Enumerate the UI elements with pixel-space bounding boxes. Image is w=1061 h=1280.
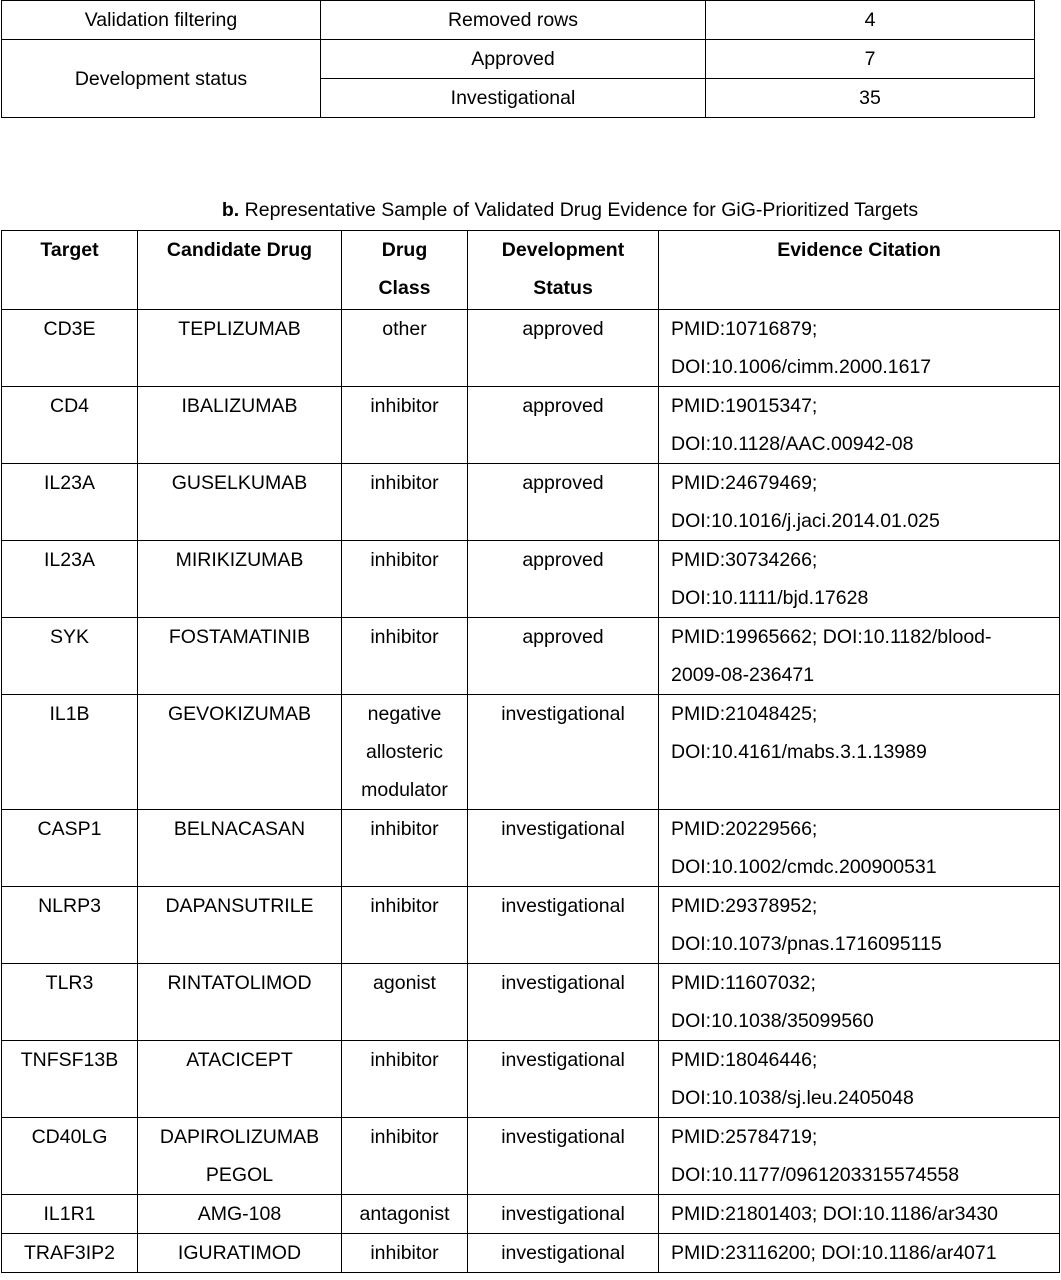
cell-candidate-drug: DAPANSUTRILE: [138, 887, 342, 964]
cell-development-status: investigational: [468, 1118, 659, 1195]
cell-target: TLR3: [2, 964, 138, 1041]
cell-development-status: approved: [468, 387, 659, 464]
cell-candidate-drug: GEVOKIZUMAB: [138, 695, 342, 810]
table-row: [2, 387, 1060, 464]
table-caption: [0, 198, 1061, 222]
table-row: [2, 695, 1060, 810]
cell-candidate-drug: FOSTAMATINIB: [138, 618, 342, 695]
table-row: [2, 1041, 1060, 1118]
cell-candidate-drug: RINTATOLIMOD: [138, 964, 342, 1041]
table-row: [2, 964, 1060, 1041]
cell-drug-class: inhibitor: [342, 1234, 468, 1273]
cell-drug-class: inhibitor: [342, 464, 468, 541]
cell-evidence-citation: PMID:11607032; DOI:10.1038/35099560: [659, 964, 1060, 1041]
cell-target: CD4: [2, 387, 138, 464]
cell-drug-class: agonist: [342, 964, 468, 1041]
header-evidence-citation: Evidence Citation: [659, 231, 1060, 310]
row-value: 7: [706, 40, 1035, 79]
cell-candidate-drug: BELNACASAN: [138, 810, 342, 887]
cell-target: TRAF3IP2: [2, 1234, 138, 1273]
cell-target: IL23A: [2, 464, 138, 541]
cell-evidence-citation: PMID:23116200; DOI:10.1186/ar4071: [659, 1234, 1060, 1273]
cell-drug-class: inhibitor: [342, 1041, 468, 1118]
table-row: [2, 618, 1060, 695]
cell-evidence-citation: PMID:10716879; DOI:10.1006/cimm.2000.1617: [659, 310, 1060, 387]
table-row: [2, 541, 1060, 618]
table-row: [2, 464, 1060, 541]
cell-target: CASP1: [2, 810, 138, 887]
cell-evidence-citation: PMID:30734266; DOI:10.1111/bjd.17628: [659, 541, 1060, 618]
table-row: [2, 1195, 1060, 1234]
evidence-table: [1, 230, 1060, 1273]
cell-drug-class: inhibitor: [342, 618, 468, 695]
cell-development-status: approved: [468, 618, 659, 695]
table-row: [2, 1234, 1060, 1273]
cell-drug-class: inhibitor: [342, 1118, 468, 1195]
cell-target: CD40LG: [2, 1118, 138, 1195]
cell-development-status: investigational: [468, 1234, 659, 1273]
cell-evidence-citation: PMID:21048425; DOI:10.4161/mabs.3.1.13989: [659, 695, 1060, 810]
header-target: Target: [2, 231, 138, 310]
cell-evidence-citation: PMID:29378952; DOI:10.1073/pnas.1716095115: [659, 887, 1060, 964]
cell-development-status: investigational: [468, 964, 659, 1041]
summary-table: [1, 0, 1035, 118]
cell-evidence-citation: PMID:18046446; DOI:10.1038/sj.leu.2405048: [659, 1041, 1060, 1118]
cell-candidate-drug: ATACICEPT: [138, 1041, 342, 1118]
cell-evidence-citation: PMID:19965662; DOI:10.1182/blood- 2009-08-236471: [659, 618, 1060, 695]
row-sublabel: Investigational: [321, 79, 706, 118]
table-row: [2, 887, 1060, 964]
cell-evidence-citation: PMID:25784719; DOI:10.1177/0961203315574558: [659, 1118, 1060, 1195]
cell-development-status: investigational: [468, 810, 659, 887]
cell-drug-class: other: [342, 310, 468, 387]
cell-drug-class: inhibitor: [342, 387, 468, 464]
cell-candidate-drug: DAPIROLIZUMAB PEGOL: [138, 1118, 342, 1195]
cell-candidate-drug: AMG-108: [138, 1195, 342, 1234]
row-sublabel: Removed rows: [321, 1, 706, 40]
table-row: [2, 1, 1035, 40]
cell-candidate-drug: IBALIZUMAB: [138, 387, 342, 464]
cell-target: CD3E: [2, 310, 138, 387]
cell-target: SYK: [2, 618, 138, 695]
row-label: Validation filtering: [2, 1, 321, 40]
table-row: [2, 810, 1060, 887]
cell-drug-class: inhibitor: [342, 887, 468, 964]
cell-candidate-drug: TEPLIZUMAB: [138, 310, 342, 387]
cell-development-status: investigational: [468, 1195, 659, 1234]
row-label: Development status: [2, 40, 321, 118]
cell-evidence-citation: PMID:24679469; DOI:10.1016/j.jaci.2014.01.025: [659, 464, 1060, 541]
cell-development-status: approved: [468, 541, 659, 618]
cell-evidence-citation: PMID:21801403; DOI:10.1186/ar3430: [659, 1195, 1060, 1234]
header-development-status: Development Status: [468, 231, 659, 310]
cell-development-status: approved: [468, 464, 659, 541]
header-drug-class: Drug Class: [342, 231, 468, 310]
cell-target: NLRP3: [2, 887, 138, 964]
cell-candidate-drug: GUSELKUMAB: [138, 464, 342, 541]
cell-evidence-citation: PMID:19015347; DOI:10.1128/AAC.00942-08: [659, 387, 1060, 464]
header-row: [2, 231, 1060, 310]
cell-drug-class: inhibitor: [342, 810, 468, 887]
cell-development-status: investigational: [468, 887, 659, 964]
row-value: 35: [706, 79, 1035, 118]
cell-drug-class: inhibitor: [342, 541, 468, 618]
cell-development-status: investigational: [468, 1041, 659, 1118]
row-sublabel: Approved: [321, 40, 706, 79]
cell-candidate-drug: MIRIKIZUMAB: [138, 541, 342, 618]
caption-text: Representative Sample of Validated Drug Evidence for GiG-Prioritized Targets: [239, 199, 919, 221]
table-row: [2, 1118, 1060, 1195]
cell-development-status: approved: [468, 310, 659, 387]
header-candidate-drug: Candidate Drug: [138, 231, 342, 310]
table-row: [2, 310, 1060, 387]
cell-drug-class: antagonist: [342, 1195, 468, 1234]
cell-target: TNFSF13B: [2, 1041, 138, 1118]
cell-target: IL23A: [2, 541, 138, 618]
cell-evidence-citation: PMID:20229566; DOI:10.1002/cmdc.200900531: [659, 810, 1060, 887]
row-value: 4: [706, 1, 1035, 40]
cell-drug-class: negative allosteric modulator: [342, 695, 468, 810]
cell-target: IL1B: [2, 695, 138, 810]
cell-development-status: investigational: [468, 695, 659, 810]
table-row: [2, 40, 1035, 79]
caption-prefix: b.: [221, 199, 240, 221]
cell-candidate-drug: IGURATIMOD: [138, 1234, 342, 1273]
cell-target: IL1R1: [2, 1195, 138, 1234]
